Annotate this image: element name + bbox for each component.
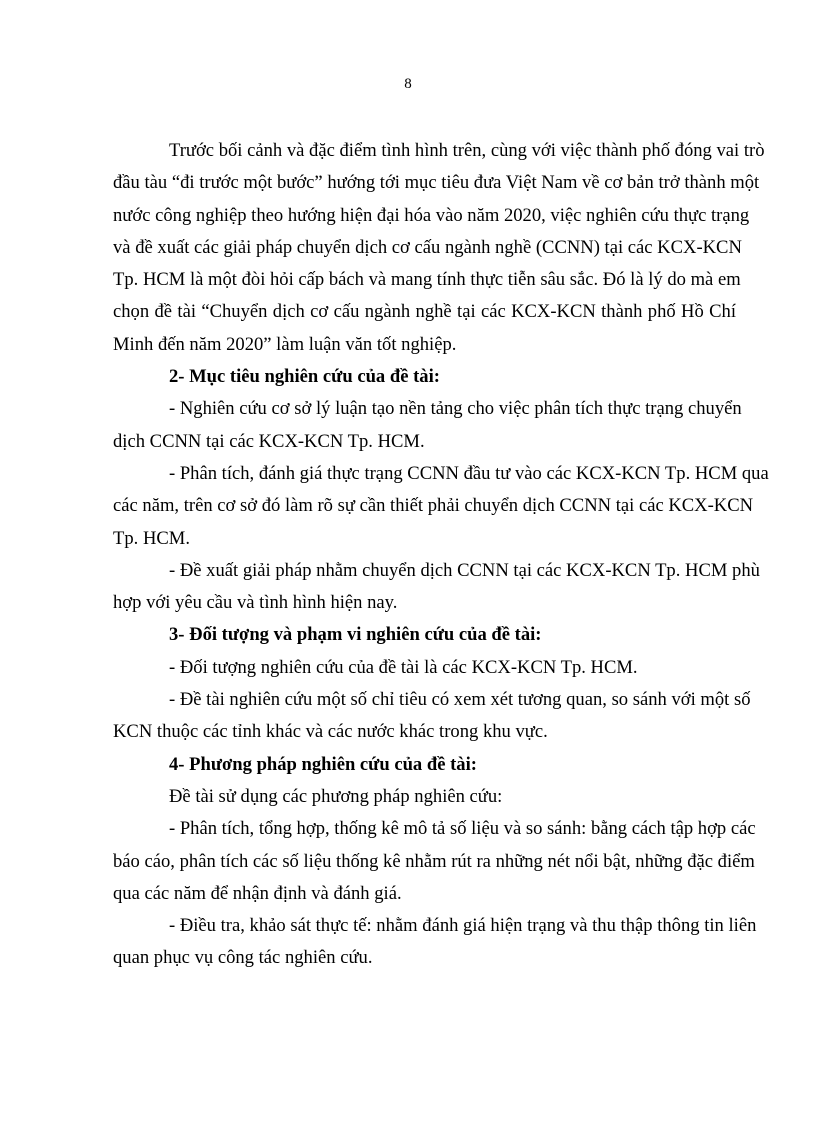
section-2-item	[113, 393, 742, 458]
item-line: - Đề tài nghiên cứu một số chỉ tiêu có xem xét tương quan, so sánh với một số	[169, 689, 751, 711]
item-line: - Đối tượng nghiên cứu của đề tài là các KCX-KCN Tp. HCM.	[169, 656, 638, 678]
item-line: - Đề xuất giải pháp nhằm chuyển dịch CCNN tại các KCX-KCN Tp. HCM phù	[169, 559, 760, 581]
section-4-intro	[113, 781, 736, 813]
intro-line: Trước bối cảnh và đặc điểm tình hình trên, cùng với việc thành phố đóng vai trò	[169, 140, 765, 161]
section-2-heading: 2- Mục tiêu nghiên cứu của đề tài:	[169, 366, 440, 388]
item-line: quan phục vụ công tác nghiên cứu.	[113, 947, 373, 969]
item-line: - Điều tra, khảo sát thực tế: nhằm đánh giá hiện trạng và thu thập thông tin liên	[169, 915, 757, 937]
section-3-heading: 3- Đối tượng và phạm vi nghiên cứu của đề tài:	[169, 624, 542, 646]
intro-line: Tp. HCM là một đòi hỏi cấp bách và mang tính thực tiễn sâu sắc. Đó là lý do mà em	[113, 269, 741, 291]
item-line: hợp với yêu cầu và tình hình hiện nay.	[113, 592, 398, 614]
item-line: qua các năm để nhận định và đánh giá.	[113, 882, 402, 904]
intro-line: nước công nghiệp theo hướng hiện đại hóa vào năm 2020, việc nghiên cứu thực trạng	[113, 204, 750, 226]
page-number: 8	[404, 76, 412, 92]
item-line: - Nghiên cứu cơ sở lý luận tạo nền tảng cho việc phân tích thực trạng chuyển	[169, 398, 742, 420]
item-line: báo cáo, phân tích các số liệu thống kê nhằm rút ra những nét nổi bật, những đặc điểm	[113, 850, 755, 872]
section-3-item	[113, 684, 751, 749]
section-3-item	[113, 652, 736, 684]
item-line: dịch CCNN tại các KCX-KCN Tp. HCM.	[113, 430, 425, 452]
intro-line: chọn đề tài “Chuyển dịch cơ cấu ngành nghề tại các KCX-KCN thành phố Hồ Chí	[113, 301, 736, 323]
section-4-item	[113, 910, 757, 975]
intro-line: Minh đến năm 2020” làm luận văn tốt nghiệp.	[113, 333, 457, 355]
item-line: KCN thuộc các tỉnh khác và các nước khác trong khu vực.	[113, 721, 548, 743]
document-body	[113, 135, 769, 975]
section-2-item	[113, 555, 760, 620]
item-line: - Phân tích, đánh giá thực trạng CCNN đầu tư vào các KCX-KCN Tp. HCM qua	[169, 462, 769, 484]
item-line: Tp. HCM.	[113, 527, 190, 549]
intro-line: và đề xuất các giải pháp chuyển dịch cơ cấu ngành nghề (CCNN) tại các KCX-KCN	[113, 236, 742, 258]
item-line: - Phân tích, tổng hợp, thống kê mô tả số liệu và so sánh: bằng cách tập hợp các	[169, 818, 756, 840]
intro-paragraph	[113, 135, 765, 361]
section-4-heading: 4- Phương pháp nghiên cứu của đề tài:	[169, 753, 477, 775]
section-2-item	[113, 458, 769, 555]
section-4-item	[113, 813, 756, 910]
item-line: Đề tài sử dụng các phương pháp nghiên cứu:	[169, 785, 503, 807]
item-line: các năm, trên cơ sở đó làm rõ sự cần thiết phải chuyển dịch CCNN tại các KCX-KCN	[113, 495, 754, 517]
intro-line: đầu tàu “đi trước một bước” hướng tới mục tiêu đưa Việt Nam về cơ bản trở thành một	[113, 172, 760, 194]
